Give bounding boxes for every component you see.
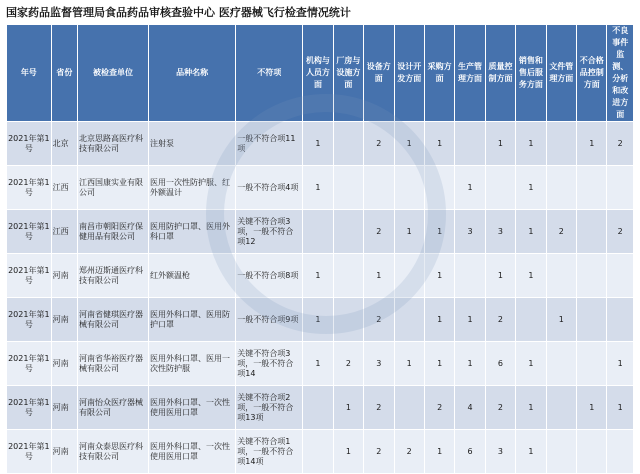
nonconformity-cell: 一般不符合项8项 bbox=[236, 254, 303, 298]
header-cell: 省份 bbox=[51, 25, 77, 122]
count-cell bbox=[303, 430, 333, 474]
count-cell: 3 bbox=[485, 210, 515, 254]
count-cell: 1 bbox=[394, 122, 424, 166]
count-cell: 1 bbox=[577, 386, 607, 430]
count-cell: 1 bbox=[303, 122, 333, 166]
product-cell: 医用一次性防护服、红外额温计 bbox=[149, 166, 236, 210]
count-cell bbox=[394, 254, 424, 298]
count-cell bbox=[607, 298, 634, 342]
count-cell: 1 bbox=[455, 166, 485, 210]
count-cell bbox=[577, 254, 607, 298]
count-cell bbox=[333, 210, 363, 254]
header-row bbox=[7, 25, 634, 122]
product-cell: 医用外科口罩、医用一次性防护服 bbox=[149, 342, 236, 386]
count-cell: 2 bbox=[364, 210, 394, 254]
count-cell: 1 bbox=[424, 298, 454, 342]
count-cell: 2 bbox=[364, 298, 394, 342]
company-cell: 河南怡众医疗器械有限公司 bbox=[78, 386, 149, 430]
count-cell bbox=[607, 166, 634, 210]
count-cell: 1 bbox=[516, 342, 546, 386]
product-cell: 医用外科口罩、一次性使用医用口罩 bbox=[149, 386, 236, 430]
province-cell: 河南 bbox=[51, 430, 77, 474]
count-cell: 3 bbox=[364, 342, 394, 386]
count-cell: 1 bbox=[333, 430, 363, 474]
count-cell: 1 bbox=[485, 254, 515, 298]
count-cell: 1 bbox=[424, 122, 454, 166]
product-cell: 注射泵 bbox=[149, 122, 236, 166]
count-cell bbox=[333, 254, 363, 298]
count-cell: 2 bbox=[424, 386, 454, 430]
count-cell: 1 bbox=[303, 166, 333, 210]
count-cell: 1 bbox=[303, 254, 333, 298]
header-cell: 不符项 bbox=[236, 25, 303, 122]
count-cell: 1 bbox=[516, 386, 546, 430]
province-cell: 北京 bbox=[51, 122, 77, 166]
count-cell bbox=[333, 122, 363, 166]
count-cell: 2 bbox=[607, 210, 634, 254]
count-cell bbox=[394, 166, 424, 210]
count-cell bbox=[577, 166, 607, 210]
province-cell: 河南 bbox=[51, 342, 77, 386]
header-cell: 不良事件监测、分析和改进方面 bbox=[607, 25, 634, 122]
header-cell: 不合格品控制方面 bbox=[577, 25, 607, 122]
year-cell: 2021年第1号 bbox=[7, 254, 52, 298]
count-cell: 2 bbox=[364, 122, 394, 166]
count-cell: 1 bbox=[546, 298, 576, 342]
count-cell bbox=[577, 298, 607, 342]
year-cell: 2021年第1号 bbox=[7, 342, 52, 386]
product-cell: 医用外科口罩、医用防护口罩 bbox=[149, 298, 236, 342]
count-cell: 2 bbox=[485, 386, 515, 430]
count-cell: 2 bbox=[394, 430, 424, 474]
count-cell bbox=[577, 210, 607, 254]
count-cell bbox=[394, 298, 424, 342]
count-cell: 1 bbox=[424, 342, 454, 386]
count-cell: 1 bbox=[516, 254, 546, 298]
header-cell: 厂房与设施方面 bbox=[333, 25, 363, 122]
count-cell: 1 bbox=[516, 166, 546, 210]
header-cell: 机构与人员方面 bbox=[303, 25, 333, 122]
count-cell: 2 bbox=[364, 430, 394, 474]
count-cell: 1 bbox=[516, 430, 546, 474]
table-row bbox=[7, 122, 634, 166]
count-cell: 1 bbox=[424, 430, 454, 474]
product-cell: 红外额温枪 bbox=[149, 254, 236, 298]
header-cell: 销售和售后服务方面 bbox=[516, 25, 546, 122]
count-cell: 1 bbox=[303, 298, 333, 342]
count-cell: 2 bbox=[364, 386, 394, 430]
count-cell: 3 bbox=[485, 430, 515, 474]
count-cell bbox=[577, 430, 607, 474]
count-cell: 1 bbox=[516, 210, 546, 254]
year-cell: 2021年第1号 bbox=[7, 430, 52, 474]
count-cell bbox=[303, 210, 333, 254]
year-cell: 2021年第1号 bbox=[7, 298, 52, 342]
table-row bbox=[7, 430, 634, 474]
nonconformity-cell: 一般不符合项4项 bbox=[236, 166, 303, 210]
header-cell: 年号 bbox=[7, 25, 52, 122]
count-cell bbox=[546, 342, 576, 386]
company-cell: 江西国康实业有限公司 bbox=[78, 166, 149, 210]
nonconformity-cell: 关键不符合项1项，一般不符合项14项 bbox=[236, 430, 303, 474]
count-cell: 2 bbox=[546, 210, 576, 254]
nonconformity-cell: 关键不符合项3项，一般不符合项12 bbox=[236, 210, 303, 254]
count-cell bbox=[455, 122, 485, 166]
province-cell: 江西 bbox=[51, 166, 77, 210]
count-cell bbox=[364, 166, 394, 210]
count-cell: 1 bbox=[424, 254, 454, 298]
count-cell: 1 bbox=[424, 210, 454, 254]
table-row bbox=[7, 210, 634, 254]
table-row bbox=[7, 342, 634, 386]
count-cell bbox=[333, 298, 363, 342]
company-cell: 河南省华裕医疗器械有限公司 bbox=[78, 342, 149, 386]
table-row bbox=[7, 166, 634, 210]
count-cell: 2 bbox=[333, 342, 363, 386]
count-cell bbox=[424, 166, 454, 210]
count-cell bbox=[303, 386, 333, 430]
product-cell: 医用外科口罩、一次性使用医用口罩 bbox=[149, 430, 236, 474]
count-cell bbox=[394, 386, 424, 430]
count-cell: 2 bbox=[607, 122, 634, 166]
header-cell: 设计开发方面 bbox=[394, 25, 424, 122]
count-cell: 4 bbox=[455, 386, 485, 430]
product-cell: 医用防护口罩、医用外科口罩 bbox=[149, 210, 236, 254]
nonconformity-cell: 关键不符合项2项，一般不符合项13项 bbox=[236, 386, 303, 430]
count-cell: 2 bbox=[485, 298, 515, 342]
count-cell: 1 bbox=[607, 386, 634, 430]
province-cell: 河南 bbox=[51, 254, 77, 298]
nonconformity-cell: 关键不符合项3项，一般不符合项14 bbox=[236, 342, 303, 386]
count-cell bbox=[546, 166, 576, 210]
count-cell bbox=[607, 254, 634, 298]
company-cell: 郑州迈斯通医疗科技有限公司 bbox=[78, 254, 149, 298]
count-cell: 6 bbox=[485, 342, 515, 386]
count-cell: 1 bbox=[516, 122, 546, 166]
count-cell: 3 bbox=[455, 210, 485, 254]
company-cell: 河南众泰思医疗科技有限公司 bbox=[78, 430, 149, 474]
count-cell: 1 bbox=[485, 122, 515, 166]
header-cell: 质量控制方面 bbox=[485, 25, 515, 122]
count-cell: 1 bbox=[394, 210, 424, 254]
company-cell: 河南省健琪医疗器械有限公司 bbox=[78, 298, 149, 342]
count-cell bbox=[546, 430, 576, 474]
count-cell bbox=[546, 254, 576, 298]
count-cell: 1 bbox=[394, 342, 424, 386]
count-cell: 6 bbox=[455, 430, 485, 474]
header-cell: 采购方面 bbox=[424, 25, 454, 122]
count-cell: 1 bbox=[364, 254, 394, 298]
count-cell: 1 bbox=[455, 342, 485, 386]
table-row bbox=[7, 386, 634, 430]
header-cell: 品种名称 bbox=[149, 25, 236, 122]
year-cell: 2021年第1号 bbox=[7, 210, 52, 254]
year-cell: 2021年第1号 bbox=[7, 386, 52, 430]
inspection-table bbox=[6, 24, 634, 474]
count-cell bbox=[516, 298, 546, 342]
count-cell bbox=[455, 254, 485, 298]
province-cell: 河南 bbox=[51, 386, 77, 430]
table-row bbox=[7, 254, 634, 298]
count-cell bbox=[485, 166, 515, 210]
company-cell: 北京思路高医疗科技有限公司 bbox=[78, 122, 149, 166]
company-cell: 南昌市朝阳医疗保健用品有限公司 bbox=[78, 210, 149, 254]
count-cell: 1 bbox=[607, 342, 634, 386]
table-body bbox=[7, 122, 634, 474]
province-cell: 江西 bbox=[51, 210, 77, 254]
table-row bbox=[7, 298, 634, 342]
inspection-table-container bbox=[6, 24, 634, 466]
year-cell: 2021年第1号 bbox=[7, 122, 52, 166]
count-cell bbox=[333, 166, 363, 210]
header-cell: 文件管理方面 bbox=[546, 25, 576, 122]
header-cell: 设备方面 bbox=[364, 25, 394, 122]
nonconformity-cell: 一般不符合项9项 bbox=[236, 298, 303, 342]
count-cell bbox=[546, 386, 576, 430]
page-title: 国家药品监督管理局食品药品审核查验中心 医疗器械飞行检查情况统计 bbox=[6, 6, 351, 19]
province-cell: 河南 bbox=[51, 298, 77, 342]
count-cell: 1 bbox=[303, 342, 333, 386]
count-cell: 1 bbox=[333, 386, 363, 430]
header-cell: 生产管理方面 bbox=[455, 25, 485, 122]
header-cell: 被检查单位 bbox=[78, 25, 149, 122]
count-cell: 1 bbox=[455, 298, 485, 342]
year-cell: 2021年第1号 bbox=[7, 166, 52, 210]
count-cell bbox=[546, 122, 576, 166]
count-cell bbox=[577, 342, 607, 386]
count-cell bbox=[607, 430, 634, 474]
count-cell: 1 bbox=[577, 122, 607, 166]
nonconformity-cell: 一般不符合项11项 bbox=[236, 122, 303, 166]
